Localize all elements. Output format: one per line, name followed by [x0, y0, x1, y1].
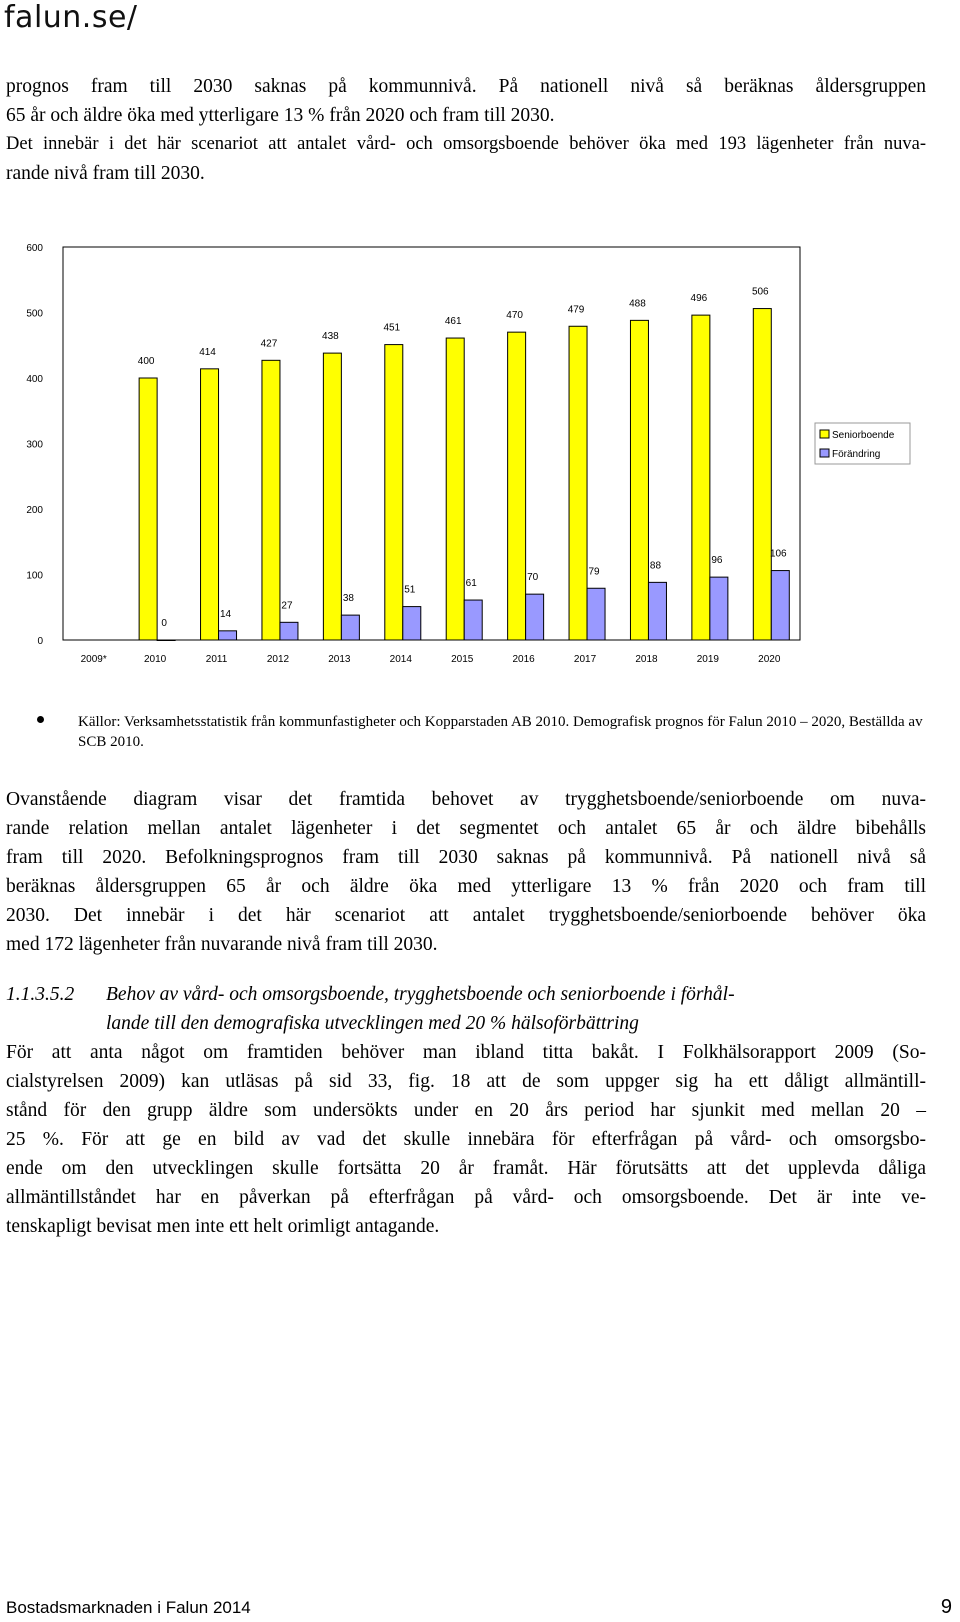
y-tick-label: 500 — [26, 308, 43, 320]
source-label: Källor: — [78, 714, 121, 730]
text-line: tenskapligt bevisat men inte ett helt orimligt antagande. — [6, 1216, 440, 1237]
data-label: 96 — [711, 555, 723, 567]
bar-seniorboende — [569, 326, 587, 640]
data-label: 88 — [649, 560, 662, 572]
text-line: allmäntillståndet har en påverkan på efterfrågan på vård- och omsorgsboende. Det är inte ve- — [6, 1187, 926, 1208]
text-line: prognos fram till 2030 saknas på kommunnivå. På nationell nivå så beräknas åldersgruppen — [6, 76, 926, 97]
source-text: Verksamhetsstatistik från kommunfastigheter och Kopparstaden AB 2010. Demografisk prognos för Falun 2010 – 2020, Beställda av SCB 2010. — [78, 714, 923, 750]
data-label: 496 — [690, 293, 708, 305]
legend-swatch — [820, 430, 829, 438]
bar-seniorboende — [753, 309, 771, 640]
bar-seniorboende — [139, 378, 157, 640]
x-tick-label: 2013 — [328, 654, 351, 665]
data-label: 461 — [444, 316, 462, 328]
data-label: 106 — [769, 548, 787, 560]
page-number: 9 — [940, 1596, 952, 1618]
y-tick-label: 0 — [37, 636, 43, 647]
text-line: stånd för den grupp äldre som undersökts under en 20 års period har sjunkit med mellan 20 – — [6, 1100, 926, 1121]
data-label: 14 — [219, 608, 232, 620]
bar-seniorboende — [262, 360, 280, 640]
body-paragraph — [6, 785, 926, 959]
bar-forandring — [710, 577, 728, 640]
data-label: 51 — [404, 584, 416, 596]
bar-forandring — [280, 622, 298, 640]
bar-forandring — [526, 594, 544, 640]
logo: falun.se/ — [4, 0, 138, 35]
section-title-line: Behov av vård- och omsorgsboende, trygghetsboende och seniorboende i förhål- — [106, 984, 735, 1005]
bar-seniorboende — [630, 320, 648, 640]
data-label: 438 — [322, 331, 339, 343]
data-label: 61 — [465, 578, 477, 590]
bar-chart — [0, 240, 960, 680]
text-line: med 172 lägenheter från nuvarande nivå fram till 2030. — [6, 934, 438, 955]
x-tick-label: 2012 — [266, 654, 290, 665]
text-line: rande relation mellan antalet lägenheter i det segmentet och antalet 65 år och äldre bibehålls — [6, 818, 926, 839]
data-label: 479 — [567, 304, 585, 316]
bar-forandring — [157, 640, 175, 641]
data-label: 79 — [588, 566, 600, 578]
text-line: 2030. Det innebär i det här scenariot att antalet trygghetsboende/seniorboende behöver öka — [6, 905, 926, 926]
text-line: 25 %. För att ge en bild av vad det skulle innebära för efterfrågan på vård- och omsorgsbo- — [6, 1129, 926, 1150]
section-number: 1.1.3.5.2 — [6, 984, 75, 1005]
section-title-line: lande till den demografiska utvecklingen med 20 % hälsoförbättring — [106, 1013, 639, 1034]
legend-label: Seniorboende — [832, 430, 895, 441]
text-line: För att anta något om framtiden behöver man ibland titta bakåt. I Folkhälsorapport 2009 (So- — [6, 1042, 926, 1063]
y-tick-label: 100 — [26, 570, 43, 582]
bar-forandring — [219, 631, 237, 640]
bar-seniorboende — [201, 369, 219, 640]
bullet-icon — [37, 716, 44, 723]
y-tick-label: 400 — [26, 374, 43, 385]
data-label: 414 — [199, 346, 216, 358]
text-line: fram till 2020. Befolkningsprognos fram till 2030 saknas på kommunnivå. På nationell nivå så — [6, 847, 926, 868]
text-line: cialstyrelsen 2009) kan utläsas på sid 33, fig. 18 att de som uppger sig ha ett dåligt allmäntill- — [6, 1071, 926, 1092]
body-paragraph — [6, 1038, 926, 1241]
x-tick-label: 2011 — [205, 654, 228, 665]
bar-seniorboende — [692, 315, 710, 640]
x-tick-label: 2016 — [512, 654, 535, 665]
bar-forandring — [341, 615, 359, 640]
text-line: Ovanstående diagram visar det framtida behovet av trygghetsboende/seniorboende om nuva- — [6, 789, 926, 810]
y-tick-label: 200 — [26, 505, 43, 516]
text-line: ende om den utvecklingen skulle fortsätta 20 år framåt. Här förutsätts att det upplevda dåliga — [6, 1158, 926, 1179]
x-tick-label: 2019 — [696, 654, 719, 665]
text-line: beräknas åldersgruppen 65 år och äldre öka med ytterligare 13 % från 2020 och fram till — [6, 876, 926, 897]
data-label: 427 — [260, 338, 278, 350]
data-label: 400 — [137, 356, 155, 367]
x-tick-label: 2018 — [635, 654, 658, 665]
x-tick-label: 2014 — [389, 654, 412, 665]
bar-forandring — [771, 571, 789, 640]
bar-forandring — [648, 582, 666, 640]
data-label: 488 — [629, 298, 646, 310]
legend-label: Förändring — [832, 449, 881, 460]
intro-paragraph — [6, 72, 926, 188]
x-tick-label: 2020 — [758, 654, 781, 665]
data-label: 0 — [161, 618, 167, 629]
bar-seniorboende — [385, 345, 403, 640]
y-tick-label: 600 — [26, 243, 43, 254]
source-note — [78, 712, 938, 752]
plot-area — [63, 247, 800, 640]
footer-title: Bostadsmarknaden i Falun 2014 — [6, 1598, 251, 1617]
data-label: 27 — [281, 600, 293, 612]
data-label: 470 — [506, 310, 523, 322]
bar-seniorboende — [323, 353, 341, 640]
text-line: 65 år och äldre öka med ytterligare 13 % från 2020 och fram till 2030. — [6, 105, 555, 126]
x-tick-label: 2010 — [144, 654, 167, 665]
bar-seniorboende — [508, 332, 526, 640]
bar-forandring — [587, 588, 605, 640]
x-tick-label: 2015 — [451, 654, 474, 665]
legend-swatch — [820, 449, 829, 457]
data-label: 451 — [383, 322, 401, 334]
text-line: rande nivå fram till 2030. — [6, 163, 205, 184]
data-label: 506 — [751, 286, 769, 298]
bar-seniorboende — [446, 338, 464, 640]
text-line: Det innebär i det här scenariot att antalet vård- och omsorgsboende behöver öka med 193 lägenheter från nuva- — [6, 134, 926, 154]
section-heading — [6, 980, 926, 1038]
bar-forandring — [464, 600, 482, 640]
data-label: 70 — [527, 572, 539, 584]
data-label: 38 — [342, 593, 354, 605]
bar-forandring — [403, 607, 421, 640]
y-tick-label: 300 — [26, 439, 43, 451]
x-tick-label: 2009* — [80, 654, 107, 665]
x-tick-label: 2017 — [573, 654, 597, 665]
